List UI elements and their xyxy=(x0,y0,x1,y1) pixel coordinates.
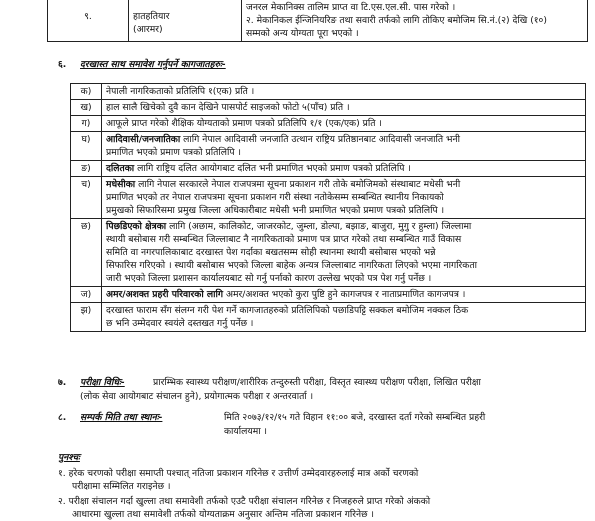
section-8-line: मिति २०७३/१२/१५ गते विहान ११:०० बजे, दरखास्त दर्ता गरेको सम्बन्धित प्रहरी xyxy=(224,412,486,423)
section-7-number: ७. xyxy=(58,377,67,388)
table-row xyxy=(71,116,586,132)
qualification-cell xyxy=(242,0,588,42)
row-text xyxy=(102,219,586,287)
row-number: ९. xyxy=(48,0,129,42)
row-line: प्रमाणित भएको तर नेपाल राजपत्रमा सूचना प्रकाशन गरी संस्था नतोकेसम्म सम्बन्धित स्थानीय निकायको xyxy=(106,192,444,203)
section-8-number: ८. xyxy=(58,412,67,423)
note-line: परीक्षामा सम्मिलित गराइनेछ । xyxy=(72,481,171,492)
section-8-line: कार्यालयमा । xyxy=(224,426,267,437)
row-line: प्रमाणित भएको प्रमाण पत्रको प्रतिलिपि । xyxy=(106,147,241,158)
qualification-line: २. मेकानिकल ईन्जिनियरिङ तथा सवारी तर्फको लागि तोकिए बमोजिम सि.नं.(२) देखि (१०) xyxy=(246,15,547,26)
row-line: लागि (अछाम, कालिकोट, जाजरकोट, जुम्ला, डोल्पा, बझाङ, बाजुरा, मुगु र हुम्ला) जिल्लामा xyxy=(169,221,472,232)
row-line: लागि राष्ट्रिय दलित आयोगबाट दलित भनी प्रमाणित भएको प्रमाण पत्रको प्रतिलिपि । xyxy=(137,163,411,174)
row-bold-lead: अमर/अशक्त प्रहरी परिवारको लागि xyxy=(106,289,224,300)
post-name xyxy=(129,0,242,42)
row-label: ख) xyxy=(71,100,102,116)
note-line: २. परीक्षा संचालन गर्दा खुल्ला तथा समावेशी तर्फको एउटै परीक्षा संचालन गरिनेछ र निजहरुले प्राप्त गरेको अंकको xyxy=(58,496,431,507)
note-item xyxy=(58,495,430,521)
row-line: अमर/अशक्त भएको कुरा पुष्टि हुने कागजपत्र र नाताप्रमाणित कागजपत्र । xyxy=(226,289,466,300)
documents-table xyxy=(70,83,586,332)
row-label: ग) xyxy=(71,116,102,132)
table-row xyxy=(71,84,586,100)
row-label: छ) xyxy=(71,219,102,287)
note-line: १. हरेक चरणको परीक्षा समाप्ती पश्चात् नतिजा प्रकाशन गरिनेछ र उत्तीर्ण उम्मेदवारहरुलाई मात्र अर्को चरणको xyxy=(58,468,419,479)
post-title: हातहतियार xyxy=(133,11,170,22)
row-line: प्रमुखको सिफारिसमा प्रमुख जिल्ला अधिकारीबाट मधेसी भनी प्रमाणित भएको प्रमाण पत्रको प्रतिलिपि । xyxy=(106,205,445,216)
row-text xyxy=(102,177,586,219)
row-line: दरखास्त फाराम सँग संलग्न गरी पेश गर्ने कागजातहरुको प्रतिलिपिको पछाडिपट्टि सक्कल बमोजिम नक्कल ठिक xyxy=(106,305,469,316)
row-line: सिफारिस गरिएको । स्थायी बसोबास भएको जिल्ला बाहेक अन्यत्र जिल्लाबाट नागरिकता लिएको भएमा नागरिकता xyxy=(106,260,477,271)
row-line: समिति वा नगरपालिकाबाट दरखास्त पेश गर्दाका बखतसम्म सोही स्थानमा स्थायी बसोबास भएको भन्ने xyxy=(106,247,436,258)
row-text xyxy=(102,161,586,177)
table-row xyxy=(71,177,586,219)
table-row xyxy=(71,132,586,161)
row-bold-lead: मधेसीका xyxy=(106,179,136,190)
eligibility-table-fragment xyxy=(47,0,588,42)
row-line: लागि नेपाल आदिवासी जनजाति उत्थान राष्ट्रिय प्रतिष्ठानबाट आदिवासी जनजाति भनी xyxy=(183,134,460,145)
row-text: आफूले प्राप्त गरेको शैक्षिक योग्यताको प्रमाण पत्रको प्रतिलिपि १/१ (एक/एक) प्रति । xyxy=(102,116,586,132)
row-label: घ) xyxy=(71,132,102,161)
notes-title: पुनश्चः xyxy=(58,452,80,463)
row-label: क) xyxy=(71,84,102,100)
row-label: च) xyxy=(71,177,102,219)
row-text: हाल सालै खिचेको दुवै कान देखिने पासपोर्ट साइजको फोटो ५(पाँच) प्रति । xyxy=(102,100,586,116)
row-label: झ) xyxy=(71,303,102,332)
note-item xyxy=(58,467,418,493)
row-text xyxy=(102,132,586,161)
row-bold-lead: पिछडिएको क्षेत्रका xyxy=(106,221,167,232)
row-line: छ भनि उम्मेदवार स्वयंले दस्तखत गर्नु पर्नेछ । xyxy=(106,318,254,329)
row-line: जारी भएको जिल्ला प्रशासन कार्यालयबाट सो गर्नु पर्नाको कारण उल्लेख भएको पत्र पेश गर्नु पर्नेछ । xyxy=(106,273,432,284)
table-row xyxy=(71,100,586,116)
qualification-line: जनरल मेकानिक्स तालिम प्राप्त वा टि.एस.एल.सी. पास गरेको । xyxy=(246,2,456,13)
section-6-number: ६. xyxy=(58,59,67,70)
row-bold-lead: दलितका xyxy=(106,163,135,174)
section-7-line: (लोक सेवा आयोगबाट संचालन हुने), प्रयोगात्मक परीक्षा र अन्तरवार्ता । xyxy=(80,391,314,402)
table-row xyxy=(71,287,586,303)
section-7-title: परीक्षा विधिः- xyxy=(80,377,125,388)
table-row xyxy=(71,219,586,287)
note-line: आधारमा खुल्ला तथा समावेशी तर्फको योग्यताक्रम अनुसार अन्तिम नतिजा प्रकाशन गरिनेछ । xyxy=(72,509,374,520)
row-label: ज) xyxy=(71,287,102,303)
table-row xyxy=(71,303,586,332)
section-7-line: प्रारम्भिक स्वास्थ्य परीक्षण/शारीरिक तन्दुरुस्ती परीक्षा, विस्तृत स्वास्थ्य परीक्षण परीक्षा, लिखित परीक्षा xyxy=(153,377,481,388)
table-row xyxy=(71,161,586,177)
row-text xyxy=(102,287,586,303)
section-8-title: सम्पर्क मिति तथा स्थानः- xyxy=(80,412,163,423)
row-text: नेपाली नागरिकताको प्रतिलिपि १(एक) प्रति । xyxy=(102,84,586,100)
row-line: स्थायी बसोबास गरी सम्बन्धित जिल्लाबाट नै नागरिकताको प्रमाण पत्र प्राप्त गरेको तथा सम्बन्धित गाउँ विकास xyxy=(106,234,462,245)
row-text xyxy=(102,303,586,332)
section-6-title: दरखास्त साथ समावेश गर्नुपर्ने कागजातहरुः- xyxy=(80,59,226,70)
row-bold-lead: आदिवासी/जनजातिका xyxy=(106,134,181,145)
row-line: लागि नेपाल सरकारले नेपाल राजपत्रमा सूचना प्रकाशन गरी तोके बमोजिमको संस्थाबाट मधेसी भनी xyxy=(138,179,461,190)
qualification-line: सम्मको अन्य योग्यता पूरा भएको । xyxy=(246,28,359,39)
post-subtitle: (आरमर) xyxy=(133,24,163,35)
row-label: ङ) xyxy=(71,161,102,177)
